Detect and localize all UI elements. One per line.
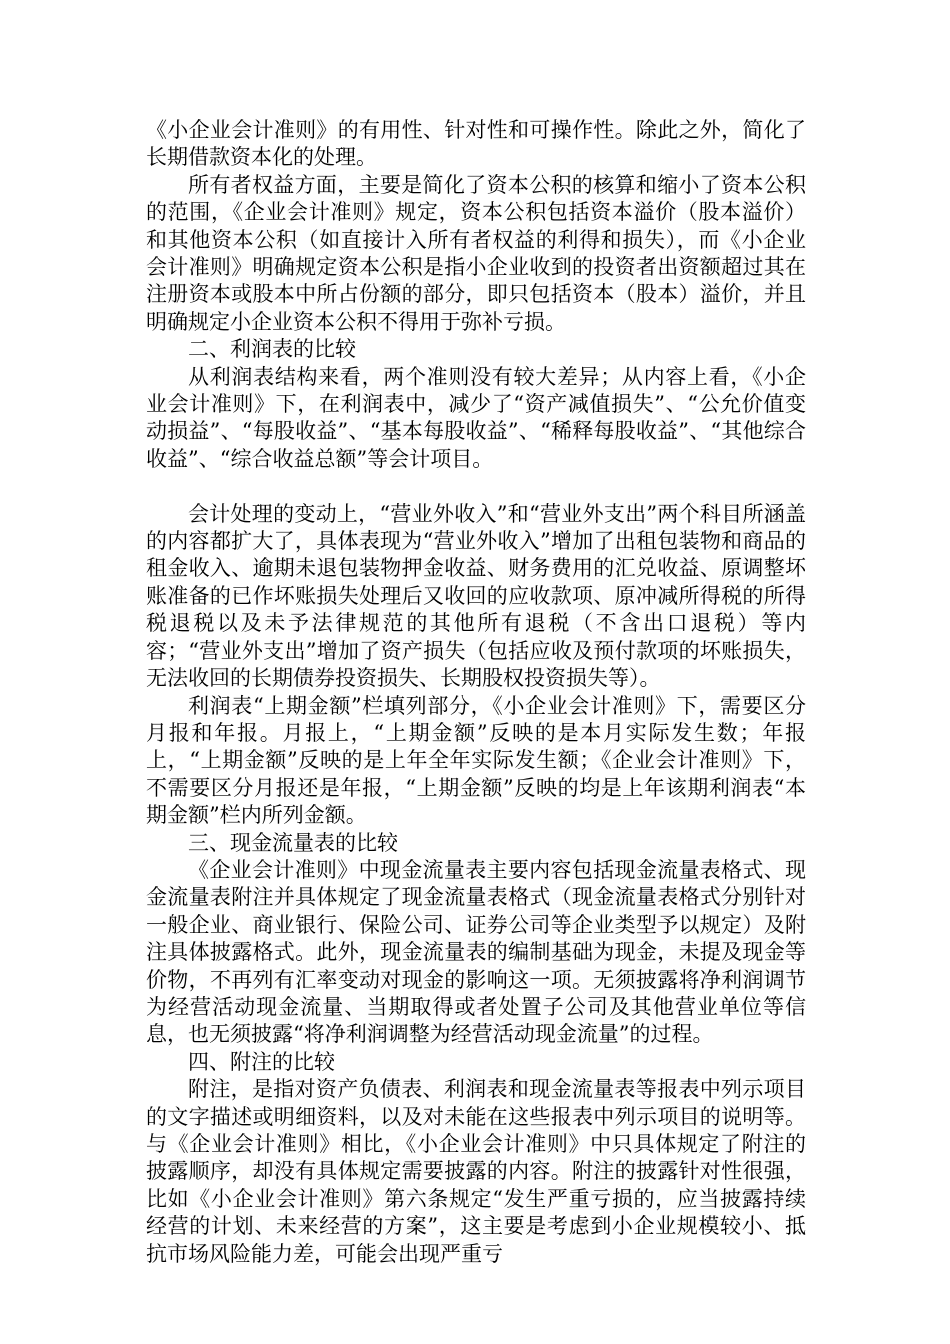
paragraph-continuation: 《小企业会计准则》的有用性、针对性和可操作性。除此之外，简化了长期借款资本化的处理。 (146, 118, 806, 170)
section-heading-income-statement: 二、利润表的比较 (188, 337, 356, 362)
section-heading-cash-flow: 三、现金流量表的比较 (188, 830, 398, 855)
section-heading-notes: 四、附注的比较 (188, 1049, 335, 1074)
paragraph-income-structure: 从利润表结构来看，两个准则没有较大差异；从内容上看，《小企业会计准则》下，在利润表中，减少了“资产减值损失”、“公允价值变动损益”、“每股收益”、“基本每股收益”、“稀释每股收益”、“其他综合收益”、“综合收益总额”等会计项目。 (146, 364, 806, 471)
paragraph-notes: 附注，是指对资产负债表、利润表和现金流量表等报表中列示项目的文字描述或明细资料，以及对未能在这些报表中列示项目的说明等。与《企业会计准则》相比，《小企业会计准则》中只具体规定了附注的披露顺序，却没有具体规定需要披露的内容。附注的披露针对性很强，比如《小企业会计准则》第六条规定“发生严重亏损的，应当披露持续经营的计划、未来经营的方案”，这主要是考虑到小企业规模较小、抵抗市场风险能力差，可能会出现严重亏 (146, 1077, 806, 1266)
paragraph-owners-equity: 所有者权益方面，主要是简化了资本公积的核算和缩小了资本公积的范围，《企业会计准则》规定，资本公积包括资本溢价（股本溢价）和其他资本公积（如直接计入所有者权益的利得和损失），而《小企业会计准则》明确规定资本公积是指小企业收到的投资者出资额超过其在注册资本或股本中所占份额的部分，即只包括资本（股本）溢价，并且明确规定小企业资本公积不得用于弥补亏损。 (146, 172, 806, 334)
paragraph-cash-flow: 《企业会计准则》中现金流量表主要内容包括现金流量表格式、现金流量表附注并具体规定了现金流量表格式（现金流量表格式分别针对一般企业、商业银行、保险公司、证券公司等企业类型予以规定）及附注具体披露格式。此外，现金流量表的编制基础为现金，未提及现金等价物，不再列有汇率变动对现金的影响这一项。无须披露将净利润调节为经营活动现金流量、当期取得或者处置子公司及其他营业单位等信息，也无须披露“将净利润调整为经营活动现金流量”的过程。 (146, 857, 806, 1047)
paragraph-prior-period-amount: 利润表“上期金额”栏填列部分，《小企业会计准则》下，需要区分月报和年报。月报上，“上期金额”反映的是本月实际发生数；年报上，“上期金额”反映的是上年全年实际发生额；《企业会计准则》下，不需要区分月报还是年报，“上期金额”反映的均是上年该期利润表“本期金额”栏内所列金额。 (146, 693, 806, 828)
paragraph-accounting-changes: 会计处理的变动上，“营业外收入”和“营业外支出”两个科目所涵盖的内容都扩大了，具体表现为“营业外收入”增加了出租包装物和商品的租金收入、逾期未退包装物押金收益、财务费用的汇兑收益、原调整坏账准备的已作坏账损失处理后又收回的应收款项、原冲减所得税的所得税退税以及未予法律规范的其他所有退税（不含出口退税）等内容；“营业外支出”增加了资产损失（包括应收及预付款项的坏账损失，无法收回的长期债券投资损失、长期股权投资损失等）。 (146, 501, 806, 691)
document-page (146, 117, 806, 1268)
